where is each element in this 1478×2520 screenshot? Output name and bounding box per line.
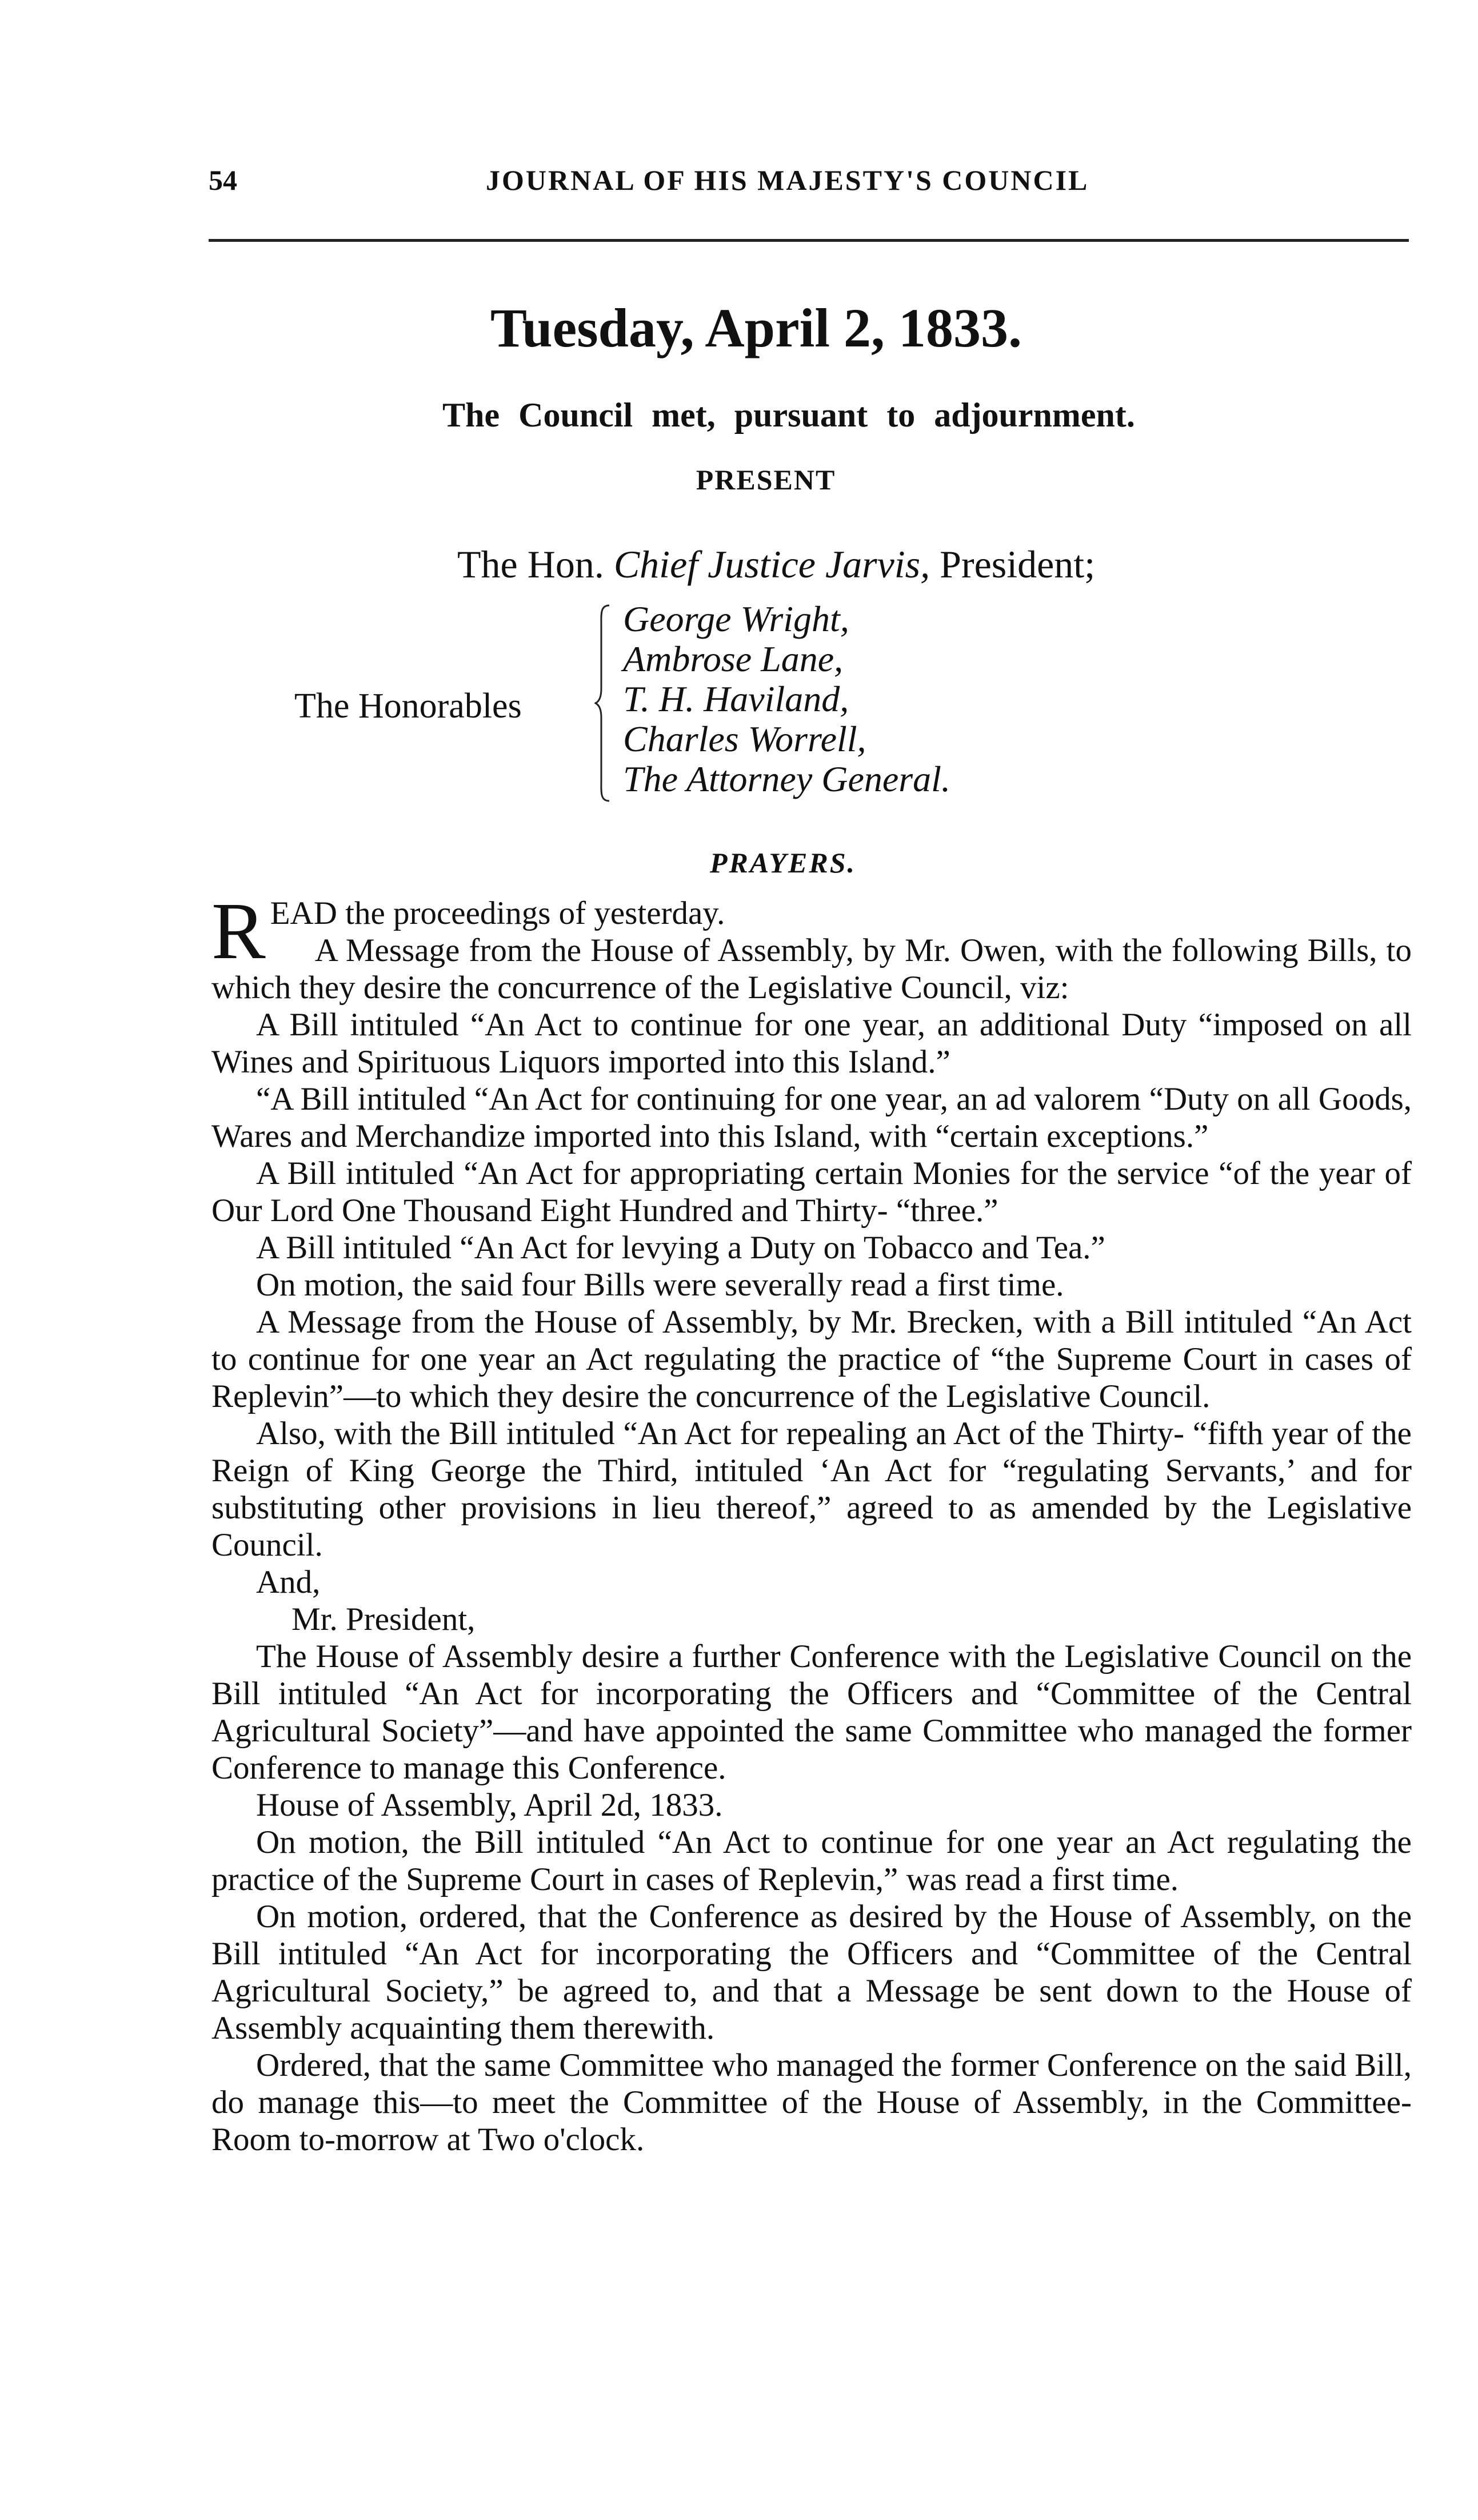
date-heading: Tuesday, April 2, 1833. <box>490 297 1022 358</box>
president-prefix: The Hon. <box>457 543 604 586</box>
paragraph-message-owen: A Message from the House of Assembly, by Mr. Owen, with the following Bills, to which they desire the concurrence of the Legislative Council, viz: <box>211 932 1412 1006</box>
paragraph-conference-request: The House of Assembly desire a further Conference with the Legislative Council on the Bill intituled “An Act for incorporating the Officers and “Committee of the Central Agricultural Society”—and have appointed the same Committee who managed the former Conference to manage this Conference. <box>211 1638 1412 1786</box>
member-item: The Attorney General. <box>623 759 950 799</box>
members-brace <box>594 603 612 803</box>
paragraph-bill-wines: A Bill intituled “An Act to continue for one year, an additional Duty “imposed on all Wines and Spirituous Liquors imported into this Island.” <box>211 1007 1412 1080</box>
president-line <box>457 542 1095 587</box>
council-met-line: The Council met, pursuant to adjournment. <box>442 396 1135 434</box>
present-label: PRESENT <box>696 464 836 496</box>
honorables-label: The Honorables <box>294 687 522 725</box>
paragraph-bill-servants: Also, with the Bill intituled “An Act for repealing an Act of the Thirty- “fifth year of the Reign of King George the Third, intituled ‘An Act for “regulating Servants,’ and for substituting other provisions in lieu thereof,” agreed to as amended by the Legislative Council. <box>211 1415 1412 1563</box>
proceedings-text <box>211 886 1412 2158</box>
paragraph-bill-tobacco: A Bill intituled “An Act for levying a Duty on Tobacco and Tea.” <box>256 1230 1105 1266</box>
member-item: T. H. Haviland, <box>623 679 849 719</box>
journal-title: JOURNAL OF HIS MAJESTY'S COUNCIL <box>486 164 1089 196</box>
prayers-label: PRAYERS. <box>709 847 857 879</box>
member-item: George Wright, <box>623 599 849 639</box>
member-item: Ambrose Lane, <box>623 639 844 679</box>
paragraph-first-reading: On motion, the said four Bills were severally read a first time. <box>256 1267 1064 1303</box>
paragraph-committee-ordered: Ordered, that the same Committee who managed the former Conference on the said Bill, do manage this—to meet the Committee of the House of Assembly, in the Committee-Room to-morrow at Two o'clock. <box>211 2047 1412 2158</box>
paragraph-and: And, <box>256 1564 321 1600</box>
paragraph-replevin-reading: On motion, the Bill intituled “An Act to continue for one year an Act regulating the practice of the Supreme Court in cases of Replevin,” was read a first time. <box>211 1824 1412 1897</box>
page-number: 54 <box>209 164 237 196</box>
drop-cap: R <box>211 886 266 976</box>
paragraph-message-brecken: A Message from the House of Assembly, by Mr. Brecken, with a Bill intituled “An Act to continue for one year an Act regulating the practice of “the Supreme Court in cases of Replevin”—to which they desire the concurrence of the Legislative Council. <box>211 1304 1412 1414</box>
running-head <box>209 164 1432 204</box>
paragraph-conference-agreed: On motion, ordered, that the Conference as desired by the House of Assembly, on the Bill intituled “An Act for incorporating the Officers and “Committee of the Central Agricultural Society,” be agreed to, and that a Message be sent down to the House of Assembly acquainting them therewith. <box>211 1899 1412 2046</box>
paragraph-salutation: Mr. President, <box>291 1601 476 1637</box>
president-suffix: President; <box>940 543 1096 586</box>
paragraph-text: EAD the proceedings of yesterday. <box>270 895 725 931</box>
header-rule <box>209 239 1409 242</box>
paragraph-bill-ad-valorem: “A Bill intituled “An Act for continuing for one year, an ad valorem “Duty on all Goods, Wares and Merchandize imported into this Island, with “certain exceptions.” <box>211 1081 1412 1154</box>
member-item: Charles Worrell, <box>623 719 866 759</box>
president-name: Chief Justice Jarvis, <box>613 543 930 586</box>
paragraph-assembly-date: House of Assembly, April 2d, 1833. <box>256 1787 723 1823</box>
members-list <box>623 599 950 799</box>
paragraph-bill-appropriating: A Bill intituled “An Act for appropriating certain Monies for the service “of the year of Our Lord One Thousand Eight Hundred and Thirty- “three.” <box>211 1155 1412 1229</box>
